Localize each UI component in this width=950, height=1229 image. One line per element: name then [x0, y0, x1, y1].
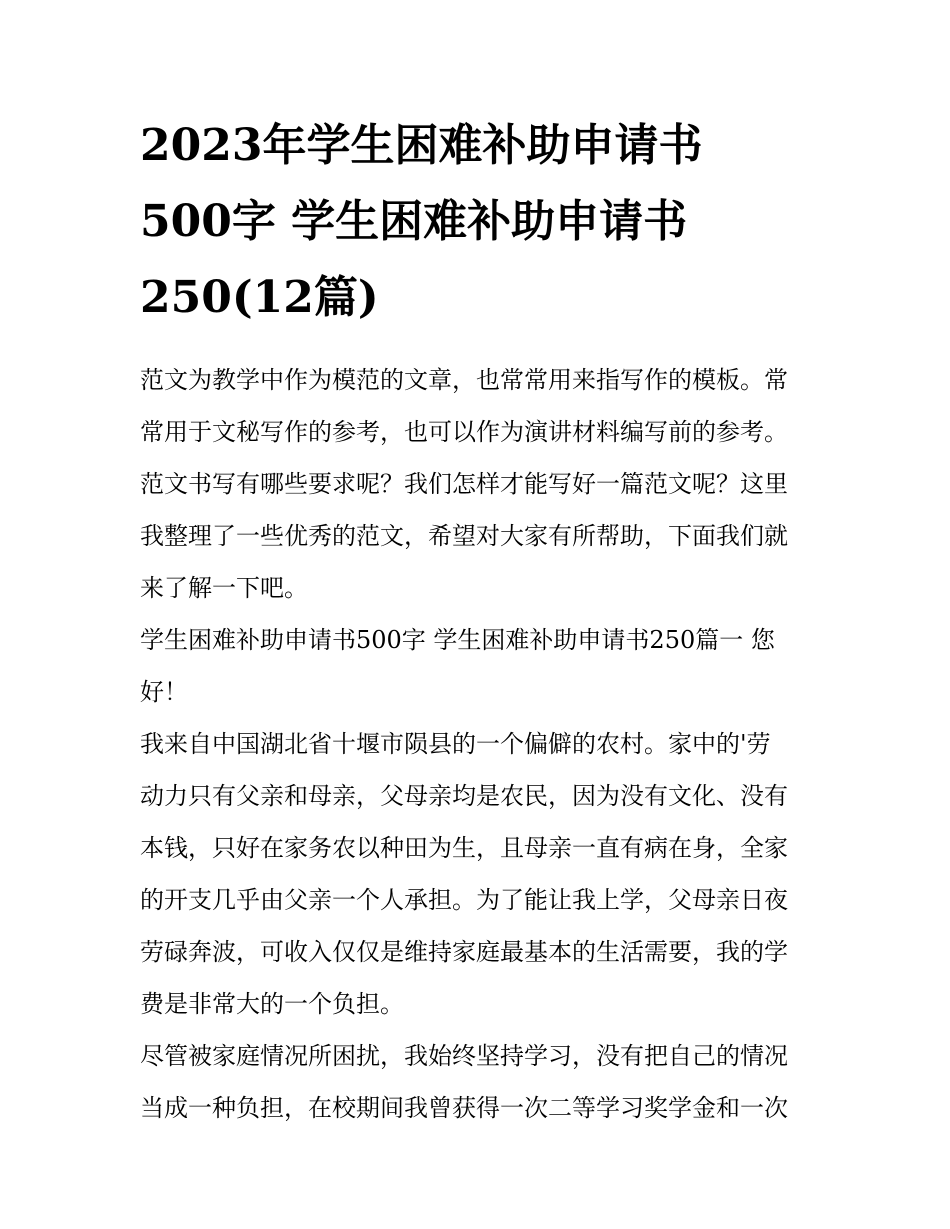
- body-line: 的开支几乎由父亲一个人承担。为了能让我上学，父母亲日夜: [140, 886, 788, 914]
- body-line: 来了解一下吧。: [140, 574, 308, 602]
- body-line: 劳碌奔波，可收入仅仅是维持家庭最基本的生活需要，我的学: [140, 938, 788, 966]
- body-line: 我来自中国湖北省十堰市陨县的一个偏僻的农村。家中的'劳: [140, 730, 771, 758]
- body-line: 好！: [140, 678, 188, 706]
- document-body: [140, 354, 820, 1134]
- body-line: 常用于文秘写作的参考，也可以作为演讲材料编写前的参考。: [140, 418, 788, 446]
- body-line: 本钱，只好在家务农以种田为生，且母亲一直有病在身，全家: [140, 834, 788, 862]
- body-line: 范文为教学中作为模范的文章，也常常用来指写作的模板。常: [140, 366, 788, 394]
- title-line-1: 2023年学生困难补助申请书: [140, 120, 703, 171]
- document-title: [140, 108, 820, 336]
- body-line: 动力只有父亲和母亲，父母亲均是农民，因为没有文化、没有: [140, 782, 788, 810]
- body-line: 尽管被家庭情况所困扰，我始终坚持学习，没有把自己的情况: [140, 1042, 788, 1070]
- body-line: 范文书写有哪些要求呢？我们怎样才能写好一篇范文呢？这里: [140, 470, 788, 498]
- title-line-3: 250(12篇): [140, 272, 379, 323]
- body-line: 我整理了一些优秀的范文，希望对大家有所帮助，下面我们就: [140, 522, 788, 550]
- body-line: 学生困难补助申请书500字 学生困难补助申请书250篇一 您: [140, 626, 775, 654]
- body-line: 费是非常大的一个负担。: [140, 990, 404, 1018]
- body-line: 当成一种负担，在校期间我曾获得一次二等学习奖学金和一次: [140, 1094, 788, 1122]
- title-line-2: 500字 学生困难补助申请书: [140, 196, 688, 247]
